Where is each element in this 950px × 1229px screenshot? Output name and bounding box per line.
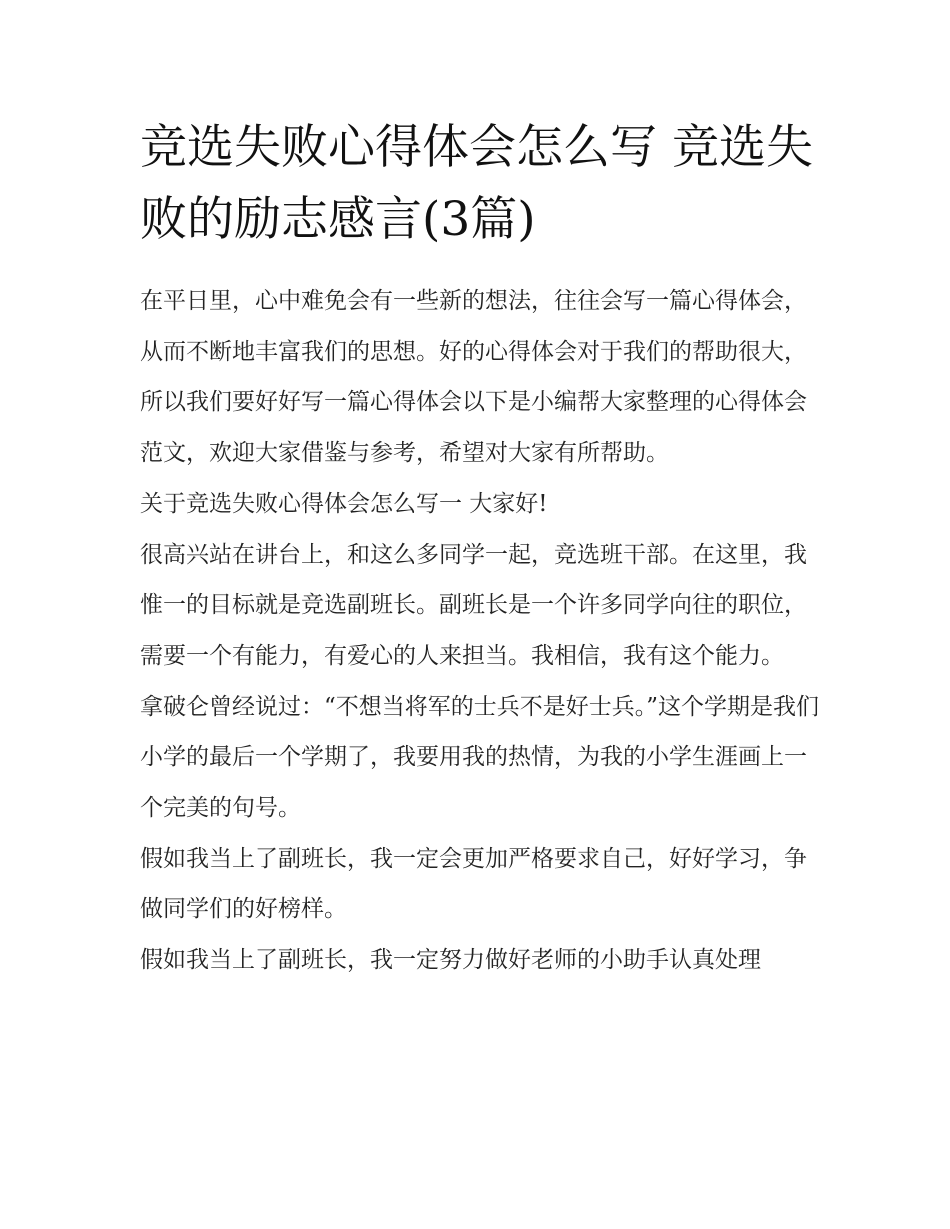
paragraph-pledge-assist: 假如我当上了副班长，我一定努力做好老师的小助手认真处理 <box>140 947 761 974</box>
paragraph-intro: 在平日里，心中难免会有一些新的想法，往往会写一篇心得体会，从而不断地丰富我们的思想。好的心得体会对于我们的帮助很大，所以我们要好好写一篇心得体会以下是小编帮大家整理的心得体会范文，欢迎大家借鉴与参考，希望对大家有所帮助。 <box>140 288 807 467</box>
paragraph-pledge-study: 假如我当上了副班长，我一定会更加严格要求自己，好好学习，争做同学们的好榜样。 <box>140 845 807 923</box>
document-title: 竞选失败心得体会怎么写 竞选失败的励志感言(3篇) <box>140 120 813 247</box>
paragraph-section-heading: 关于竞选失败心得体会怎么写一 大家好! <box>140 490 548 517</box>
paragraph-campaign: 很高兴站在讲台上，和这么多同学一起，竞选班干部。在这里，我惟一的目标就是竞选副班长。副班长是一个许多同学向往的职位，需要一个有能力，有爱心的人来担当。我相信，我有这个能力。 <box>140 541 807 669</box>
document-body <box>140 276 820 986</box>
paragraph-napoleon-quote: 拿破仑曾经说过：“不想当将军的士兵不是好士兵。”这个学期是我们小学的最后一个学期了，我要用我的热情，为我的小学生涯画上一个完美的句号。 <box>140 693 820 822</box>
